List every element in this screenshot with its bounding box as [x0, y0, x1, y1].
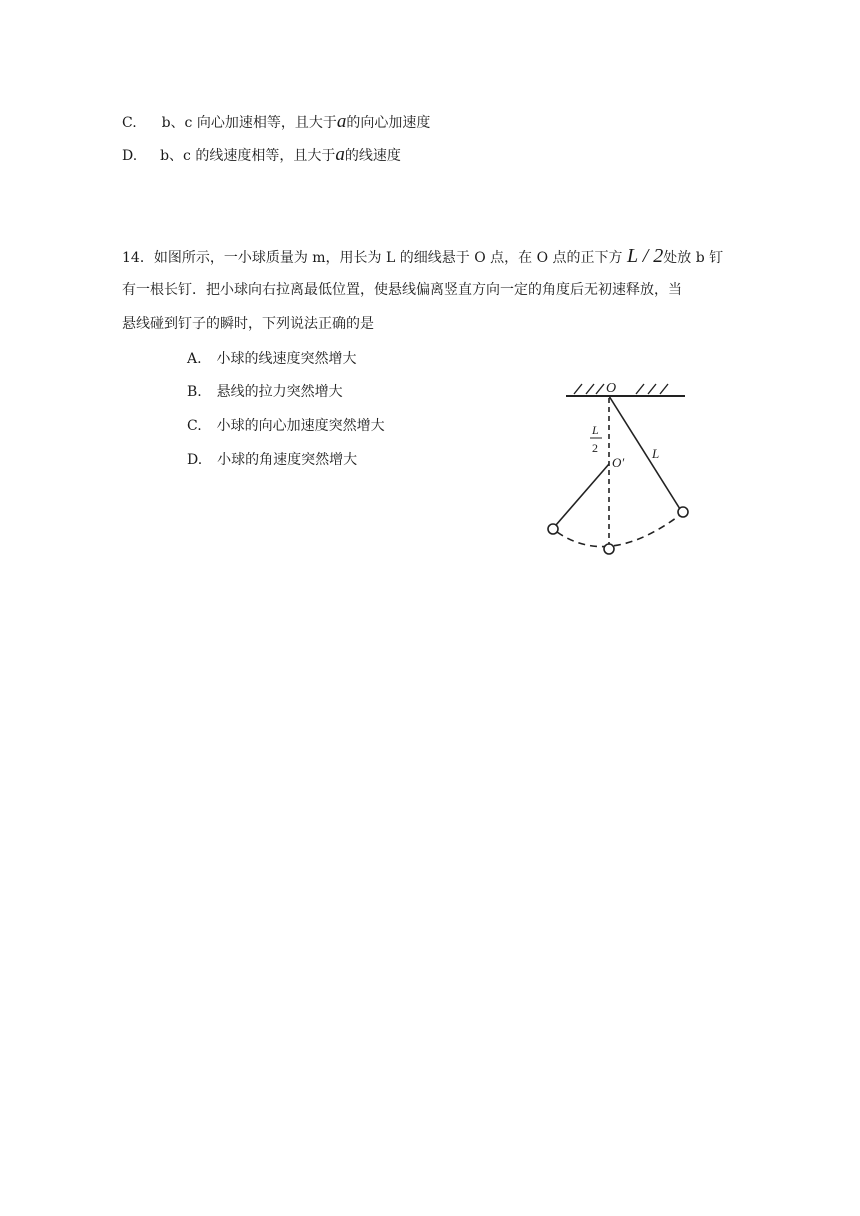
option-label: D. — [122, 148, 138, 164]
half-length-numerator: L — [592, 423, 599, 437]
question-14-line3: 悬线碰到钉子的瞬时，下列说法正确的是 — [122, 316, 374, 332]
ball-left — [548, 524, 558, 534]
option-text: 的向心加速度 — [346, 115, 431, 131]
option-label: A. — [187, 351, 202, 367]
question-text: 处放 b 钉 — [663, 250, 724, 266]
ball-bottom — [604, 544, 614, 554]
option-c-prev — [122, 112, 430, 133]
swing-arc — [557, 515, 680, 547]
option-c — [187, 416, 385, 436]
question-number: 14． — [122, 250, 154, 266]
question-14-line1 — [122, 246, 723, 268]
option-label: C. — [122, 115, 137, 131]
ceiling-hatching — [574, 384, 668, 394]
ball-right — [678, 507, 688, 517]
string-right — [609, 396, 680, 509]
option-text: 小球的向心加速度突然增大 — [216, 418, 385, 434]
pendulum-diagram — [540, 372, 740, 568]
option-text: b、c 向心加速相等，且大于 — [161, 115, 337, 131]
var-a: a — [335, 144, 345, 165]
option-a — [187, 349, 356, 369]
option-text: b、c 的线速度相等，且大于 — [160, 148, 336, 164]
question-14-line2: 有一根长钉．把小球向右拉离最低位置，使悬线偏离竖直方向一定的角度后无初速释放，当 — [122, 282, 682, 298]
string-label: L — [652, 446, 660, 461]
math-l-over-2: L / 2 — [626, 245, 664, 267]
option-d-prev — [122, 145, 401, 166]
option-text: 小球的线速度突然增大 — [216, 351, 357, 367]
option-label: D. — [187, 452, 203, 468]
nail-label: O′ — [612, 455, 625, 470]
half-length-denominator: 2 — [592, 441, 598, 455]
option-label: B. — [187, 384, 202, 400]
option-d — [187, 450, 357, 470]
pivot-label: O — [606, 381, 617, 396]
option-b — [187, 382, 343, 402]
option-text: 小球的角速度突然增大 — [217, 452, 358, 468]
question-text: 如图所示，一小球质量为 m，用长为 L 的细线悬于 O 点，在 O 点的正下方 — [153, 250, 623, 266]
var-a: a — [336, 111, 347, 132]
option-text: 悬线的拉力突然增大 — [216, 384, 343, 400]
string-left — [556, 464, 609, 525]
option-text: 的线速度 — [344, 148, 401, 164]
option-label: C. — [187, 418, 202, 434]
